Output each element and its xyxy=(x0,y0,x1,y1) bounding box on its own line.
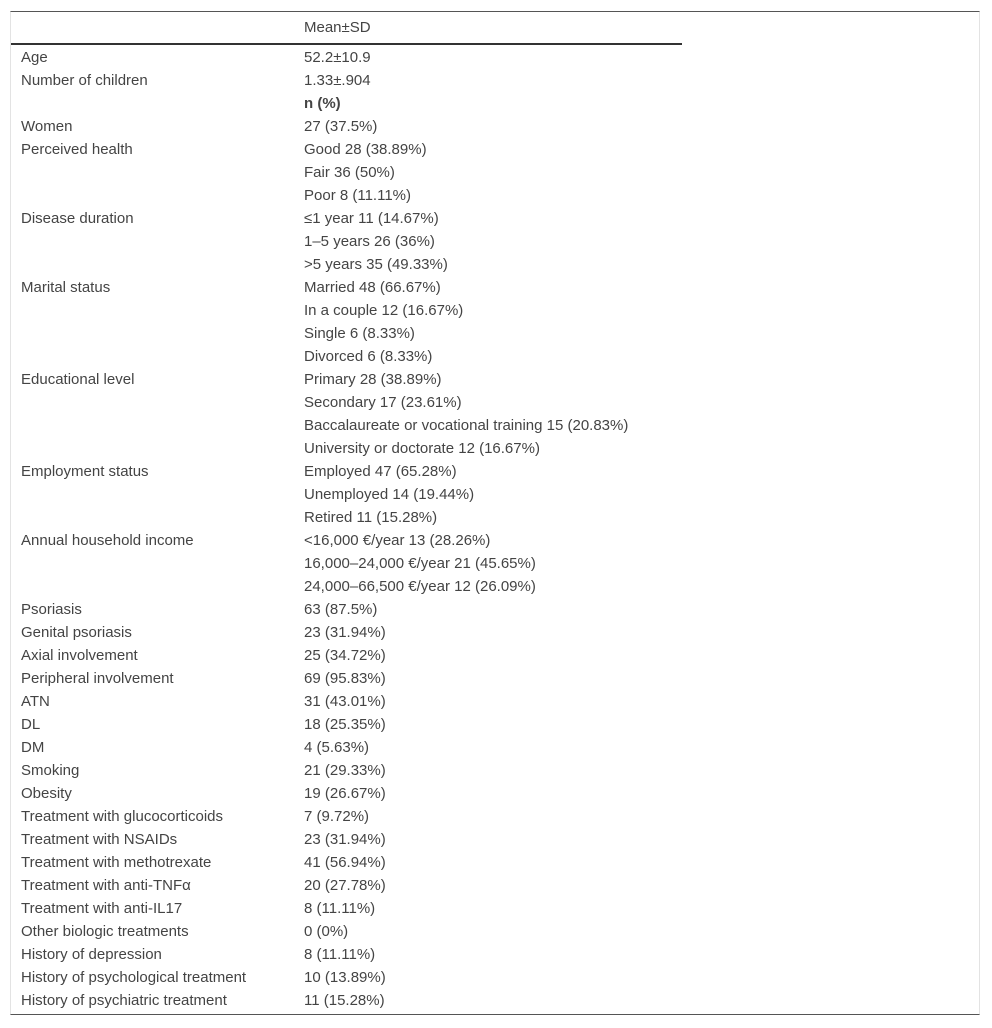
table-row xyxy=(11,414,682,437)
row-value: Retired 11 (15.28%) xyxy=(304,509,438,526)
row-label: Smoking xyxy=(21,762,80,779)
row-label: Annual household income xyxy=(21,532,194,549)
table-row xyxy=(11,575,682,598)
table-row xyxy=(11,943,682,966)
row-label: History of psychological treatment xyxy=(21,969,247,986)
table-row xyxy=(11,782,682,805)
table-row xyxy=(11,138,682,161)
table-row xyxy=(11,828,682,851)
row-label: Treatment with NSAIDs xyxy=(21,831,178,848)
table-row xyxy=(11,230,682,253)
row-label: Employment status xyxy=(21,463,149,480)
table-row xyxy=(11,805,682,828)
table-row xyxy=(11,161,682,184)
table-row xyxy=(11,391,682,414)
row-label xyxy=(11,414,294,437)
table-row xyxy=(11,69,682,92)
row-value: 1–5 years 26 (36%) xyxy=(304,233,435,250)
row-value: Divorced 6 (8.33%) xyxy=(304,348,433,365)
row-label: Marital status xyxy=(21,279,111,296)
row-label xyxy=(11,161,294,184)
table-row xyxy=(11,874,682,897)
row-label xyxy=(11,230,294,253)
row-value: 24,000–66,500 €/year 12 (26.09%) xyxy=(304,578,536,595)
table-row xyxy=(11,184,682,207)
row-value: 69 (95.83%) xyxy=(304,670,386,687)
table-row xyxy=(11,207,682,230)
row-label: Perceived health xyxy=(21,141,133,158)
table-row xyxy=(11,529,682,552)
row-value: 21 (29.33%) xyxy=(304,762,386,779)
row-value: Unemployed 14 (19.44%) xyxy=(304,486,475,503)
row-value: Employed 47 (65.28%) xyxy=(304,463,457,480)
row-label xyxy=(11,253,294,276)
row-value: 23 (31.94%) xyxy=(304,831,386,848)
row-label xyxy=(11,299,294,322)
row-value: 16,000–24,000 €/year 21 (45.65%) xyxy=(304,555,536,572)
row-value: 27 (37.5%) xyxy=(304,118,378,135)
table-row xyxy=(11,44,682,69)
table-row xyxy=(11,920,682,943)
table-row xyxy=(11,759,682,782)
row-value: 63 (87.5%) xyxy=(304,601,378,618)
row-value: 0 (0%) xyxy=(304,923,349,940)
row-value: 52.2±10.9 xyxy=(304,49,371,66)
row-value: Single 6 (8.33%) xyxy=(304,325,415,342)
row-label: Other biologic treatments xyxy=(21,923,189,940)
row-label: Genital psoriasis xyxy=(21,624,132,641)
table-header-row xyxy=(11,12,682,44)
table-row xyxy=(11,460,682,483)
table-row xyxy=(11,713,682,736)
row-value: 8 (11.11%) xyxy=(304,946,376,963)
table-row xyxy=(11,299,682,322)
table-row xyxy=(11,989,682,1012)
row-value: Primary 28 (38.89%) xyxy=(304,371,442,388)
table-row xyxy=(11,966,682,989)
table-body xyxy=(11,44,682,1012)
row-value: 19 (26.67%) xyxy=(304,785,386,802)
table-row xyxy=(11,506,682,529)
row-label xyxy=(11,92,294,115)
row-label: Axial involvement xyxy=(21,647,138,664)
row-label: Peripheral involvement xyxy=(21,670,174,687)
table-row xyxy=(11,368,682,391)
row-label xyxy=(11,483,294,506)
row-label: Women xyxy=(21,118,73,135)
table-row xyxy=(11,598,682,621)
row-label: Treatment with methotrexate xyxy=(21,854,212,871)
row-label: Treatment with anti-TNFα xyxy=(21,877,191,894)
table-row xyxy=(11,322,682,345)
table-row xyxy=(11,552,682,575)
row-value: Married 48 (66.67%) xyxy=(304,279,441,296)
table-row xyxy=(11,897,682,920)
table-row xyxy=(11,92,682,115)
row-value: <16,000 €/year 13 (28.26%) xyxy=(304,532,491,549)
row-value: 20 (27.78%) xyxy=(304,877,386,894)
row-value: 7 (9.72%) xyxy=(304,808,370,825)
table-row xyxy=(11,667,682,690)
row-value: 23 (31.94%) xyxy=(304,624,386,641)
row-value: 10 (13.89%) xyxy=(304,969,386,986)
row-value: >5 years 35 (49.33%) xyxy=(304,256,448,273)
table-row xyxy=(11,253,682,276)
row-label: History of psychiatric treatment xyxy=(21,992,227,1009)
table-row xyxy=(11,345,682,368)
characteristics-table xyxy=(11,12,682,1012)
row-label xyxy=(11,322,294,345)
row-value: 18 (25.35%) xyxy=(304,716,386,733)
row-label: Treatment with glucocorticoids xyxy=(21,808,224,825)
row-label: Disease duration xyxy=(21,210,134,227)
table-row xyxy=(11,851,682,874)
row-label xyxy=(11,391,294,414)
row-label: ATN xyxy=(21,693,50,710)
table-row xyxy=(11,115,682,138)
table-row xyxy=(11,483,682,506)
row-value: 41 (56.94%) xyxy=(304,854,386,871)
table-row xyxy=(11,690,682,713)
row-label: DM xyxy=(21,739,45,756)
row-label: Age xyxy=(21,49,48,66)
row-label xyxy=(11,575,294,598)
row-value: 4 (5.63%) xyxy=(304,739,370,756)
row-label: DL xyxy=(21,716,41,733)
row-label: Educational level xyxy=(21,371,135,388)
row-value: 11 (15.28%) xyxy=(304,992,385,1009)
table-row xyxy=(11,621,682,644)
row-value: 8 (11.11%) xyxy=(304,900,376,917)
row-label xyxy=(11,437,294,460)
table-row xyxy=(11,736,682,759)
row-value: 25 (34.72%) xyxy=(304,647,386,664)
row-label: Number of children xyxy=(21,72,148,89)
row-label: History of depression xyxy=(21,946,162,963)
table-row xyxy=(11,437,682,460)
row-value: ≤1 year 11 (14.67%) xyxy=(304,210,439,227)
row-label xyxy=(11,345,294,368)
row-value: 1.33±.904 xyxy=(304,72,371,89)
row-value: Fair 36 (50%) xyxy=(304,164,395,181)
row-value: n (%) xyxy=(304,95,341,112)
row-label xyxy=(11,184,294,207)
row-value: 31 (43.01%) xyxy=(304,693,386,710)
row-value: University or doctorate 12 (16.67%) xyxy=(304,440,540,457)
table-row xyxy=(11,644,682,667)
header-label-cell xyxy=(11,12,294,44)
row-value: Baccalaureate or vocational training 15 (20.83%) xyxy=(304,417,629,434)
row-label: Psoriasis xyxy=(21,601,82,618)
row-value: Good 28 (38.89%) xyxy=(304,141,427,158)
row-value: Secondary 17 (23.61%) xyxy=(304,394,462,411)
table-row xyxy=(11,276,682,299)
row-value: Poor 8 (11.11%) xyxy=(304,187,411,204)
header-mean-sd: Mean±SD xyxy=(294,12,682,44)
row-value: In a couple 12 (16.67%) xyxy=(304,302,464,319)
row-label: Treatment with anti-IL17 xyxy=(21,900,183,917)
row-label xyxy=(11,552,294,575)
row-label xyxy=(11,506,294,529)
row-label: Obesity xyxy=(21,785,72,802)
